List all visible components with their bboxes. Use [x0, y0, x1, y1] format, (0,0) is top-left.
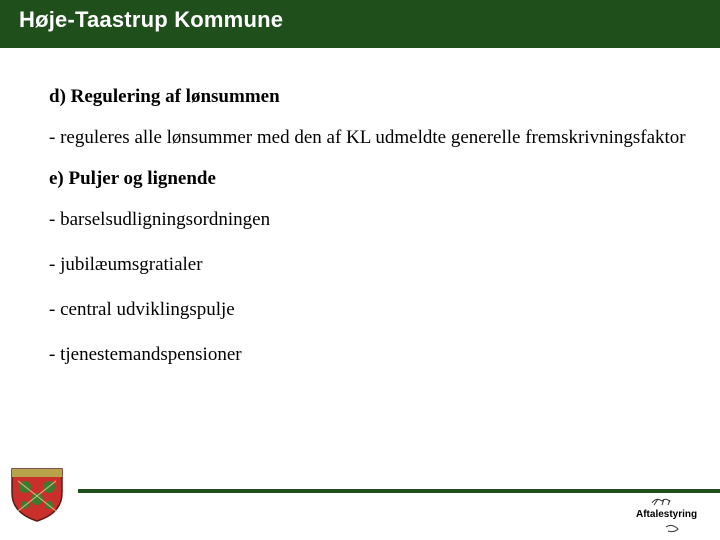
footer-divider — [78, 489, 720, 493]
coat-of-arms-icon — [8, 463, 66, 523]
section-heading-d: d) Regulering af lønsummen — [49, 86, 280, 107]
section-text-d: - reguleres alle lønsummer med den af KL udmeldte generelle fremskrivningsfaktor — [49, 127, 686, 148]
list-item: - barselsudligningsordningen — [49, 209, 271, 230]
logo-text: Aftalestyring — [636, 509, 698, 520]
list-item: - jubilæumsgratialer — [49, 254, 203, 275]
header-bar — [0, 0, 720, 48]
section-heading-e: e) Puljer og lignende — [49, 168, 216, 189]
list-item: - central udviklingspulje — [49, 299, 235, 320]
slide-content — [49, 84, 689, 387]
list-item: - tjenestemandspensioner — [49, 344, 242, 365]
aftalestyring-logo — [628, 493, 708, 537]
header-title: Høje-Taastrup Kommune — [19, 7, 284, 32]
